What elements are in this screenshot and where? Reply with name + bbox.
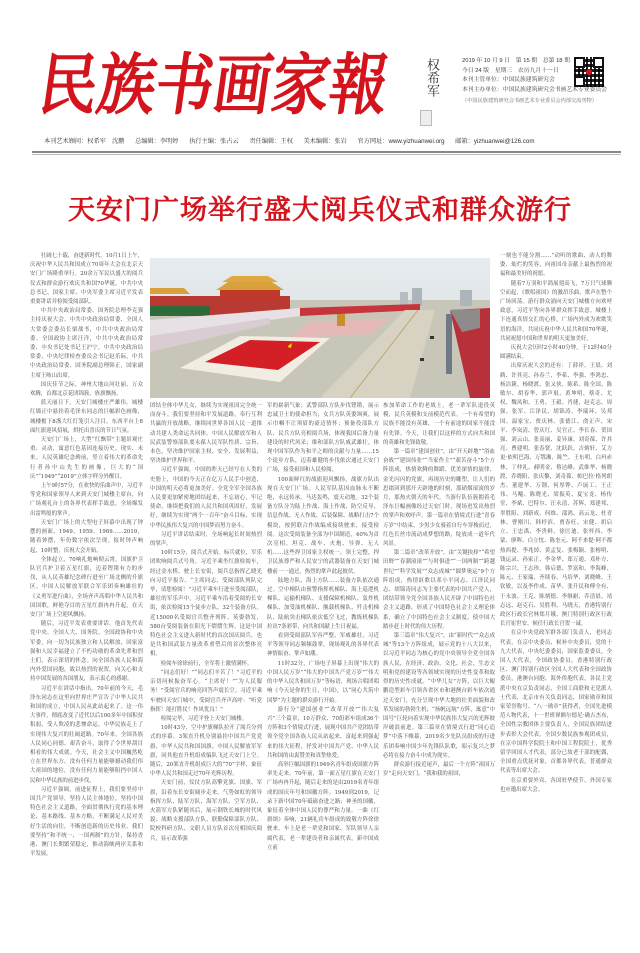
masthead-char: 书	[150, 45, 218, 125]
paragraph: 10时15分，阅兵式开始。标兵就位，军乐团吹响阅兵式号角。习近平乘坐红旗检阅车，经过金水桥、驶上长安街，阅兵总指挥乙晓光向习近平报告。“主席同志，受阅部队列队完毕，请您检阅！”习近平乘车行进至受阅部队，雄壮的军乐声中，习近平乘车沿着受阅的长安街，依次检阅15个徒步方队、32个装备方队。近15000名受阅官兵整齐列阵、英姿勃发，580台受阅装备在阳光下熠熠生辉。这是中国特色社会主义进入新时代的首次国庆阅兵，也是共和国武装力量改革重塑后的首次整体亮相。	[150, 550, 262, 658]
qr-finder-icon	[574, 76, 585, 87]
paragraph: 习近平在讲话中指出，70年前的今天，毛泽东同志在这里向世界庄严宣告了中华人民共和国的成立，中国人民从此站起来了。这一伟大事件，彻底改变了近代以后100多年中国积贫积弱、受人欺凌的悲惨命运，中华民族走上了实现伟大复兴的壮阔道路。70年来，全国各族人民同心同德、艰苦奋斗，取得了令世界刮目相看的伟大成就。今天，社会主义中国巍然屹立在世界东方，没有任何力量能够撼动我们伟大祖国的地位，没有任何力量能够阻挡中国人民和中华民族的前进步伐。	[30, 685, 143, 784]
paragraph: 全体起立，70响礼炮响彻云霄，国旗护卫队官兵护卫着五星红旗，迈着铿锵有力的步伐，从人民英雄纪念碑行进至广场北侧的升旗区。中国人民解放军联合军乐团奏响雄壮的《义勇军进行曲》，全场齐声高唱中华人民共和国国歌，鲜艳夺目的五星红旗冉冉升起，在天安门广场上空迎风飘扬。	[30, 556, 143, 618]
masthead-divider-thin	[32, 154, 621, 155]
building	[460, 290, 472, 306]
paragraph: 高举巨幅国旗的1949名青年组成国旗方阵率先走来。70年前，第一面五星红旗在天安门广场冉冉升起，随后走来的是由2019名青年组成的国庆年号和国徽方阵。1949到2019，记录下新中国70年砥砺奋进之路；神圣的国徽，象征着全体中国人民的尊严和力量。一曲《红旗颂》奏响，21辆礼宾车组成的致敬方阵徐徐驶来。车上是老一辈党和国家、军队领导人亲属代表，老一辈建设者和亲属代表，新中国成立前	[267, 761, 379, 851]
credit-email[interactable]: 邮箱：yizhuanwei@126.com	[455, 138, 535, 145]
qr-finder-icon	[593, 57, 604, 68]
paragraph: 10时43分，空中护旗梯队拉开了阅兵分列式的序幕。3架直升机分别悬挂中国共产党党旗、中华人民共和国国旗、中国人民解放军军旗，同其他直升机组成编队飞过天安门上空。随后，20架直升机组成巨大的“70”字样，象征中华人民共和国走过70年光辉历程。	[150, 725, 262, 778]
paragraph: 壮阔七十载，奋进新时代。10月1日上午，庆祝中华人民共和国成立70周年大会在北京天安门广场隆重举行。20余万军民以盛大的阅兵仪式和群众游行欢庆共和国70华诞。中共中央总书记、国家主席、中央军委主席习近平发表重要讲话并检阅受阅部队。	[30, 253, 143, 306]
article-column-1	[30, 252, 143, 859]
masthead-char: 報	[324, 45, 392, 125]
paragraph: 庆祝大会历时2小时40分钟，于12时40分圆满结束。	[500, 345, 612, 361]
paragraph: 国庆佳节之际，神州大地山河壮丽、万众欢腾，首都北京花团锦簇、旌旗飘扬。	[30, 381, 143, 398]
paragraph: 习近平强调，中国的昨天已经写在人类的史册上，中国的今天正在亿万人民手中创造，中国的明天必将更加美好。全党全军全国各族人民要更加紧密地团结起来，不忘初心，牢记使命，继续把我们的人民共和国巩固好、发展好，继续为实现“两个一百年”奋斗目标、实现中华民族伟大复兴的中国梦而努力奋斗。	[150, 467, 262, 529]
paragraph: 习近平讲话结束时，全场响起长时间热烈的掌声。	[150, 531, 262, 548]
qr-finder-icon	[574, 57, 585, 68]
masthead-logo	[34, 40, 392, 130]
article-column-2	[150, 402, 262, 844]
paragraph: 蓝天丽日下，天安门城楼庄严雄伟。城楼红墙正中悬挂着毛泽东同志的巨幅彩色画像，城楼檐下8盏大红灯笼引人注目，东西平台上8面红旗迎风招展，烘托出喜庆的节日气氛。	[30, 400, 143, 434]
paragraph: 天安门广场上，大型“红飘带”主题景观庄重、灵动，寓意红色基因连接历史、现实、未来。人民英雄纪念碑前，竖立着伟大的革命先行者孙中山先生的画像，巨大的“国庆”“1949”“2019”立体字样分外醒目。	[30, 437, 143, 480]
article-column-3	[267, 402, 379, 853]
paragraph: 出席庆祝大会的还有：丁薛祥、王晨、刘鹤、许其亮、孙春兰、李希、李强、李鸿忠、杨洁篪、杨晓渡、张又侠、陈希、陈全国、陈敏尔、胡春华、郭声琨、黄坤明、蔡奇、尤权、魏凤和、王勇、王毅、肖捷、赵克志、周强、张军、江泽民、胡锦涛、李瑞环、吴邦国、温家宝、贾庆林、张德江、俞正声、宋平、李岚清、曾庆红、吴官正、李长春、贺国强、刘云山、张高丽、姜异康、刘奇葆、许其亮、曹建明、张春贤、沈跃跃、吉炳轩、艾力更·依明巴海、万鄂湘、陈竺、王东明、白玛赤林、丁仲礼、郝明金、蔡达峰、武维华、杨晓渡、乔晓阳、张庆黎、刘奇葆、帕巴拉·格列朗杰、董建华、万钢、何厚铧、卢展工、王正伟、马飚、陈晓光、梁振英、夏宝龙、杨传堂、李斌、巴特尔、汪永清、苏辉、郑建邦、辜胜阻、刘新成、何维、邵鸿、高云龙、杜青林、曹刚川、韩杼滨、贾春旺、宋健、胡启立、王忠禹、李贵鲜、徐匡迪、张怀西、李蒙、廖晖、白立忱、陈奎元、阿不来提·阿不都热西提、李兆焯、黄孟复、张梅颖、张榕明、钱运录、孙家正、李金华、郑万通、邓朴方、陈宗兴、王志珍、韩启德、罗富和、李海峰、陈元、王家瑞、齐续春、马培华、刘晓峰、王钦敏，以及李作成、苗华、张升民和傅全有、于永波、王克、陈炳德、李继耐、乔清晨、靖志远、赵克石、吴胜利、马晓天，香港特别行政区行政长官林郑月娥、澳门特别行政区行政长官崔世安、候任行政长官贺一诚。	[500, 363, 612, 628]
paragraph: 团结全体中华儿女，继续为实现祖国完全统一而奋斗。我们要坚持和平发展道路，奉行互利共赢的开放战略，继续同世界各国人民一道推动共建人类命运共同体。中国人民解放军和人民武装警察部队要永葆人民军队性质、宗旨、本色，坚决维护国家主权、安全、发展利益，坚决维护世界和平。	[150, 403, 262, 465]
masthead-divider	[32, 151, 621, 153]
paragraph: 检阅车徐徐前行，全军将士激情满怀。	[160, 660, 253, 667]
credit-editor-in-chief: 总编辑：李明婷	[135, 138, 179, 145]
paragraph: 看到受阅部队军容严整、军威雄壮，习近平等领导同志频频鼓掌，现场观礼的各界代表神情振奋、掌声如潮。	[267, 633, 379, 658]
vehicle	[420, 358, 424, 361]
troops-column	[446, 314, 452, 374]
calligrapher-signature: 权希军	[424, 58, 439, 97]
paragraph: 群众游行接近尾声，最后一个方阵“祖国万岁”走向天安门。“我和我的祖国，	[383, 761, 495, 778]
paragraph: 随着7万羽和平鸽展翅高飞，7万只气球腾空而起，《歌唱祖国》的激昂乐曲、歌声在整个广场回荡。游行群众涌向天安门城楼方向欢呼致意，习近平等向各界群众挥手致意。城楼上下连通真情交汇的心桥，广场内外成为欢歌笑语的海洋，共同庆祝中华人民共和国70华诞，共同祝愿中国和世界的明天更加美好。	[500, 280, 612, 342]
paragraph: 第二篇章“改革开放”，由“关键抉择”“希望田野”“春潮滚滚”“与时俱进”“一国两制”“跨越世纪”“科学发展”“众志成城”“圆梦奥运”9个方阵组成，热情讴歌以邓小平同志、江泽民同志、胡锦涛同志为主要代表的中国共产党人，团结带领全党全国各族人民开辟了中国特色社会主义道路，形成了中国特色社会主义理论体系，确立了中国特色社会主义制度，使中国大踏步赶上时代的伟大历程。	[383, 550, 495, 630]
paragraph: 随后，习近平发表重要讲话。他首先代表党中央、全国人大、国务院、全国政协和中央军委，向一切为民族独立和人民解放、国家富强和人民幸福建立了不朽功勋的革命先辈和烈士们，表示深切的怀念。向全国各族人民和海内外爱国同胞，致以热烈的祝贺。向关心和支持中国发展的各国朋友，表示衷心的感谢。	[30, 621, 143, 683]
credit-responsible-editor: 责任编辑：王权	[249, 138, 293, 145]
paragraph: 游行分“建国创业”“改革开放”“伟大复兴”三个篇章，10万群众、70组彩车组成36个方阵和3个情境式行进，展现中国共产党团结带领全党全国各族人民从站起来、富起来到强起来的伟大征程，抒发对中国共产党、中华人民共和国的由衷赞美和真挚热爱。	[267, 706, 379, 759]
paragraph: 天安门广场上的大型电子屏幕中出现了钟摆的画面，1949、1959、1969……2019，随着钟摆，年份数字依次呈现。报时钟声响起，10时整，庆祝大会开始。	[30, 519, 143, 554]
paragraph: 一刻也不能分割……”动听的歌曲、动人的舞姿、灿烂的笑容，向祖国母亲献上最热烈的祝福和最美好的祝愿。	[500, 253, 612, 278]
seal-stamp-icon	[420, 110, 432, 126]
credit-art-advisor: 本刊艺术顾问：权希军 沈鹏	[44, 138, 125, 145]
paragraph: 100面鲜红的战旗迎风飘扬，战旗方队出现在天安门广场。人民军队基因血脉永不断绝，永远传承。马达轰鸣，震天动地。32个装备方队分为陆上作战、海上作战、防空反导、信息作战、无人作战、后装保障、战略打击7个模块，按照联合作战编成接续驶来，接受检阅。这次受阅装备全部为中国制造，40%为首次亮相。坦克、战车、火炮、导弹、无人机……这些捍卫国家主权统一、领土完整，捍卫民族尊严和人民安宁的武器装备在天安门城楼前一一通过，热烈的掌声此起彼伏。	[267, 476, 379, 575]
issue-pages: 今日 24 版 星期三 农历九月十一日	[462, 67, 559, 74]
paragraph: 军的崭新气象；武警部队方队步伐铿锵，展示忠诚卫士的使命担当；女兵方队英姿飒爽，展示巾帼不让须眉的豪迈情怀；预备役部队方队、民兵方队亮相阅兵场，体现我国后备力量建设的时代风采；维和部队方队威武雄壮，体现中国军队作为和平之师的贡献与力量……15个徒步方队，迈着雄健的步伐依次通过天安门广场，接受祖国和人民检阅。	[267, 403, 379, 474]
qr-logo-icon	[586, 69, 592, 75]
side-roof	[150, 288, 190, 294]
staff-credits	[44, 136, 543, 145]
building	[412, 288, 422, 306]
paragraph: 天安门前，仪仗方队高擎党旗、国旗、军旗，沿着东长安街阔步走来。气势如虹的领导指挥方队、陆军方队、海军方队、空军方队、火箭军方队紧随其后，展示钢铁长城的时代风貌；战略支援部队方队、联勤保障部队方队、院校科研方队、文职人员方队首次亮相国庆阅兵，显示改革强	[150, 780, 262, 842]
building	[400, 292, 408, 306]
parade-photo-illustration	[150, 258, 490, 398]
credit-website[interactable]: 官方网址：www.yizhuanwei.org	[357, 138, 445, 145]
paragraph: 第一篇章“建国创业”，由“开天辟地”“浴血奋战”“建国伟业”“当家作主”“艰苦奋斗”5个方阵组成，热情欢腾的舞蹈、优美深情的旋律、金光闪闪的党旗，再现历史的雕塑，让人们的思绪回到那开天辟地的时刻，那硝烟滚滚的岁月，那热火朝天的年代。当游行队伍簇拥着毛泽东巨幅画像经过天安门时，现场迸发出热烈的掌声和欢呼声。第一篇章在情境式行进“青春万岁”中结束，少男少女骑着自行车穿梭而过，红色长丝巾流动成梦想的路，绽放成一道年代风景。	[383, 449, 495, 548]
masthead-char: 家	[266, 45, 334, 125]
page-headline: 天安门广场举行盛大阅兵仪式和群众游行	[68, 195, 572, 226]
credit-executive-editor: 执行主编：张占云	[189, 138, 239, 145]
masthead-char: 族	[92, 45, 160, 125]
paragraph: 习近平强调，前进征程上，我们要坚持中国共产党领导，坚持人民主体地位，坚持中国特色社会主义道路，全面贯彻执行党的基本理论、基本路线、基本方略，不断满足人民对美好生活的向往，不断创造新的历史伟业。我们要坚持“和平统一、一国两制”的方针，保持香港、澳门长期繁荣稳定，推动海峡两岸关系和平发展。	[30, 786, 143, 858]
article-column-4	[383, 402, 495, 779]
gate-roof	[216, 282, 284, 290]
sponsor-unit: 本刊主办单位：中国民族建筑研究会书画艺术专业委员会	[462, 86, 607, 93]
paragraph: “同志们好！”“同志们辛苦了！”习近平的亲切问候振奋军心。“主席好！”“为人民服务！”受阅官兵的响亮回答声震长空。习近平乘车驶回天安门城中，受阅官兵齐声高呼：“听党指挥！能打胜仗！作风优良！”	[150, 669, 262, 713]
publication-note: （中国民族建筑研究会书画艺术专业委员会内部交流刊物）	[462, 98, 597, 104]
masthead-char: 民	[34, 45, 102, 125]
article-column-5	[500, 252, 612, 795]
paragraph: 检阅完毕，习近平登上天安门城楼。	[160, 715, 248, 722]
paragraph: 上午9时57分，在欢快的乐曲声中，习近平等党和国家领导人来到天安门城楼主席台，向广场观礼台上的各界代表挥手致意，全场爆发出雷鸣般的掌声。	[30, 483, 143, 517]
paragraph: 中共中央政治局常委、国务院总理李克强主持庆祝大会。中共中央政治局常委、全国人大常委会委员长栗战书，中共中央政治局常委、全国政协主席汪洋，中共中央政治局常委、中央书记处书记王沪宁，中共中央政治局常委、中央纪律检查委员会书记赵乐际，中共中央政治局常委、国务院副总理韩正，国家副主席王岐山出席。	[30, 308, 143, 379]
paragraph: 陆地方队、海上方队……装备方队依次通过。空中梯队由预警指挥机梯队、海上巡逻机梯队、运输机梯队、支援保障机梯队、轰炸机梯队、加受油机梯队、舰载机梯队、歼击机梯队、陆航突击梯队依次低空飞过，教练机梯队拉出7条彩带，向共和国献上生日祝福。	[267, 577, 379, 630]
paragraph: 在京重要外宾、各国驻华使节、外国专家也应邀出席大会。	[500, 777, 612, 793]
credit-art-editor: 美术编辑：张岩	[303, 138, 347, 145]
qr-code-icon[interactable]	[574, 57, 604, 87]
emblem-stage	[337, 314, 345, 326]
trees	[150, 306, 210, 316]
supervisor-unit: 本刊主管单位：中国民族建筑研究会	[462, 77, 555, 83]
parade-photo	[150, 258, 490, 398]
issue-date: 2019 年 10 月 9 日 第 15 期 总第 18 期	[462, 58, 570, 64]
paragraph: 11时32分，广场电子屏幕上出现“伟大的中国人民万岁”“伟大的中国共产党万岁”“伟大的中华人民共和国万岁”等标语，现场合唱团唱响《今天是你的生日，中国》，以“同心共筑中国梦”为主题的群众游行开始。	[267, 660, 379, 704]
vehicle	[430, 336, 434, 339]
paragraph: 参加革命工作的老战士，老一辈军队退役英模，民兵英模和支前模范代表。一个有希望的民族不能没有英雄，一个有前途的国家不能没有先锋。今天，让我们以这样的方式向共和国的英雄和先锋致敬。	[383, 403, 495, 446]
masthead-char: 画	[208, 45, 276, 125]
gate-tower	[220, 290, 280, 300]
paragraph: 第三篇章“伟大复兴”，由“新时代”“众志成城”等13个方阵组成，展示党的十八大以来，以习近平同志为核心的党中央领导全党全国各族人民，在经济、政治、文化、社会、生态文明和党的建设等各领域实现的历史性变革和取得的历史性成就。“中华儿女”方阵，以巨大鲲鹏造型彩车引领各省区市和港澳台彩车依次通过天安门，充分呈现中华大地的壮美面貌和改革发展的勃勃生机；“扬帆远航”方阵，寓意“中国号”巨轮向着实现中华民族伟大复兴的光辉彼岸破浪前进。第三篇章在情境式行进“同心追梦”中落下帷幕，2019名少先队员组成的行进乐团奏响中国少年先锋队队歌，昭示复兴之梦必将在接力奋斗中成为现实。	[383, 633, 495, 759]
paragraph: 在京中央党政军群各部门负责人，老同志代表，在京中央委员、候补中央委员，党的十九大代表，中央纪委委员，国家监委委员，全国人大代表，全国政协委员，香港特别行政区、澳门特别行政区全国人大代表和全国政协委员，港澳台同胞、海外侨胞代表，各民主党派中央在京负责同志，全国工商联和无党派人士代表，北京市有关负责同志，国家勋章和国家荣誉称号、“八一勋章”获得者，全国先进模范人物代表，十一世班禅额尔德尼·确吉杰布，全国性宗教团体主要负责人，全国民族团结进步表彰大会代表，全国少数民族参观团成员，在京中国科学院院士和中国工程院院士，优秀留学回国人才代表，部分已故老干部的配偶，全国重点优抚对象，首都各界代表，普通群众代表等出席大会。	[500, 630, 612, 775]
